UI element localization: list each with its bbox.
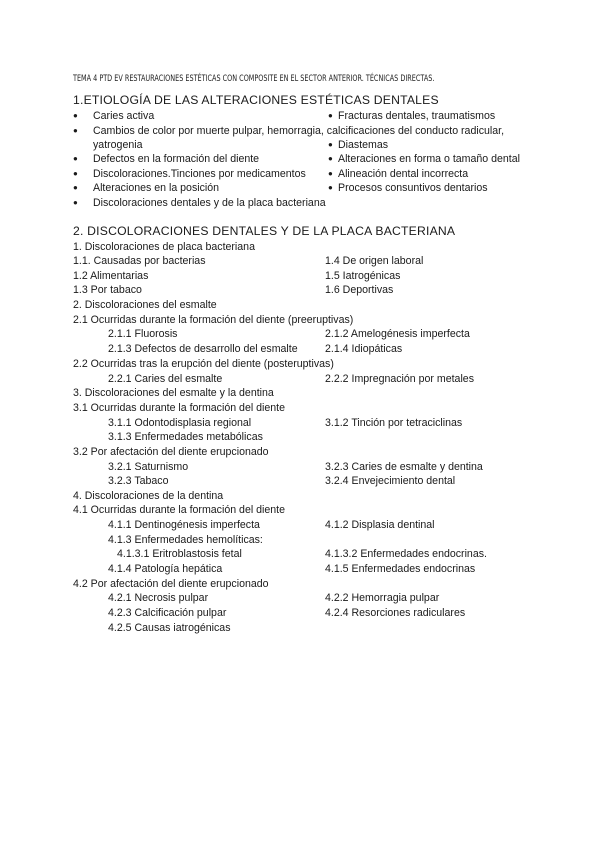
bullet-item: ● Fracturas dentales, traumatismos <box>338 109 495 123</box>
document-title: TEMA 4 PTD EV RESTAURACIONES ESTÉTICAS CON COMPOSITE EN EL SECTOR ANTERIOR. TÉCNICAS DIRECTAS. <box>73 74 435 84</box>
outline-item: 2.2.2 Impregnación por metales <box>325 373 474 385</box>
section-1-heading: 1.ETIOLOGÍA DE LAS ALTERACIONES ESTÉTICAS DENTALES <box>73 93 439 107</box>
outline-item: 2. Discoloraciones del esmalte <box>73 299 217 311</box>
outline-item: 4.1.4 Patología hepática <box>108 563 223 575</box>
outline-item: 4.2.4 Resorciones radiculares <box>325 607 466 619</box>
outline-item: 3.2.3 Tabaco <box>108 475 169 487</box>
outline-item: 3.1.3 Enfermedades metabólicas <box>108 431 263 443</box>
outline-item: 3.1.2 Tinción por tetraciclinas <box>325 417 463 429</box>
outline-item: 4.1.3 Enfermedades hemolíticas: <box>108 534 263 546</box>
outline-item: 4.1.5 Enfermedades endocrinas <box>325 563 476 575</box>
outline-item: 4.1.1 Dentinogénesis imperfecta <box>108 519 260 531</box>
outline-item: 4.1.2 Displasia dentinal <box>325 519 435 531</box>
outline-item: 4. Discoloraciones de la dentina <box>73 490 224 502</box>
outline-item: 3.2.1 Saturnismo <box>108 461 189 473</box>
outline-item: 4.2.1 Necrosis pulpar <box>108 592 209 604</box>
bullet-item: ● Alteraciones en la posición <box>93 181 219 195</box>
outline-item: 1. Discoloraciones de placa bacteriana <box>73 241 255 253</box>
outline-item: 3.1.1 Odontodisplasia regional <box>108 417 252 429</box>
outline-item: 3.2.4 Envejecimiento dental <box>325 475 456 487</box>
bullet-item: ● Discoloraciones.Tinciones por medicamentos <box>93 167 306 181</box>
outline-item: 4.1.3.1 Eritroblastosis fetal <box>117 548 242 560</box>
outline-item: 2.1.1 Fluorosis <box>108 328 178 340</box>
outline-item: 4.2.2 Hemorragia pulpar <box>325 592 440 604</box>
bullet-item-continuation: yatrogenia <box>93 139 143 151</box>
bullet-item: ● Defectos en la formación del diente <box>93 152 259 166</box>
bullet-item: ● Diastemas <box>338 138 388 152</box>
outline-item: 4.2.3 Calcificación pulpar <box>108 607 227 619</box>
outline-item: 2.2 Ocurridas tras la erupción del diente (posteruptivas) <box>73 358 334 370</box>
section-2-heading: 2. DISCOLORACIONES DENTALES Y DE LA PLACA BACTERIANA <box>73 224 456 238</box>
outline-item: 3. Discoloraciones del esmalte y la dentina <box>73 387 274 399</box>
outline-item: 1.6 Deportivas <box>325 284 394 296</box>
bullet-item: ● Discoloraciones dentales y de la placa bacteriana <box>93 196 326 210</box>
bullet-item: ● Alteraciones en forma o tamaño dental <box>338 152 520 166</box>
outline-item: 1.3 Por tabaco <box>73 284 142 296</box>
outline-item: 2.2.1 Caries del esmalte <box>108 373 223 385</box>
outline-item: 1.1. Causadas por bacterias <box>73 255 206 267</box>
outline-item: 3.2 Por afectación del diente erupcionado <box>73 446 269 458</box>
outline-item: 1.5 Iatrogénicas <box>325 270 401 282</box>
outline-item: 2.1.4 Idiopáticas <box>325 343 403 355</box>
outline-item: 2.1.2 Amelogénesis imperfecta <box>325 328 470 340</box>
outline-item: 3.2.3 Caries de esmalte y dentina <box>325 461 483 473</box>
outline-item: 2.1.3 Defectos de desarrollo del esmalte <box>108 343 298 355</box>
outline-item: 2.1 Ocurridas durante la formación del diente (preeruptivas) <box>73 314 354 326</box>
outline-item: 1.4 De origen laboral <box>325 255 424 267</box>
bullet-item: ● Caries activa <box>93 109 154 123</box>
bullet-item: ● Procesos consuntivos dentarios <box>338 181 488 195</box>
outline-item: 4.1 Ocurridas durante la formación del diente <box>73 504 285 516</box>
outline-item: 4.2 Por afectación del diente erupcionado <box>73 578 269 590</box>
outline-item: 4.1.3.2 Enfermedades endocrinas. <box>325 548 487 560</box>
outline-item: 1.2 Alimentarias <box>73 270 149 282</box>
outline-item: 3.1 Ocurridas durante la formación del diente <box>73 402 285 414</box>
bullet-item: ● Alineación dental incorrecta <box>338 167 468 181</box>
outline-item: 4.2.5 Causas iatrogénicas <box>108 622 231 634</box>
bullet-item: ● Cambios de color por muerte pulpar, hemorragia, calcificaciones del conducto radicular, <box>93 124 504 138</box>
